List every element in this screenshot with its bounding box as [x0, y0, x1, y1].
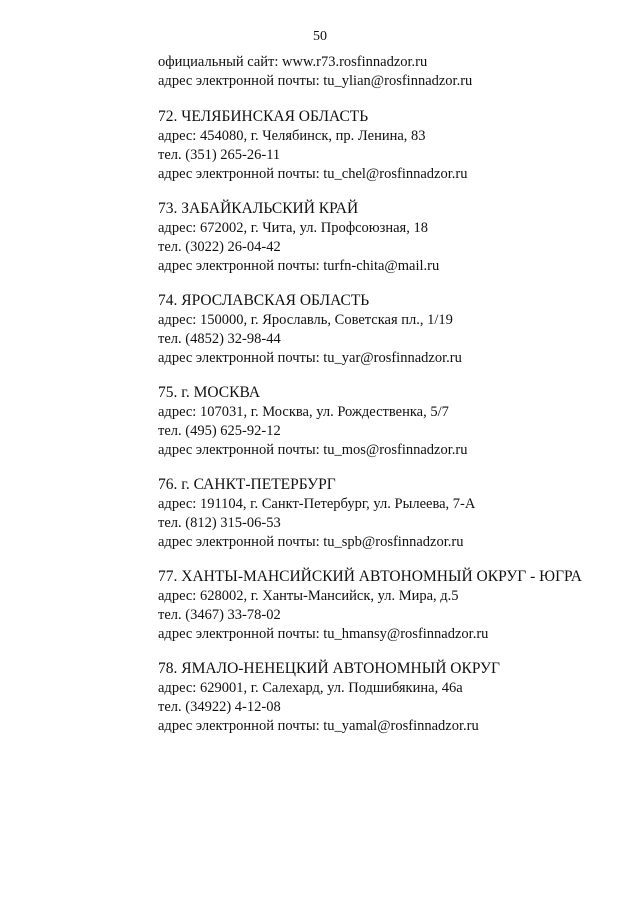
- entry-title: 78. ЯМАЛО-НЕНЕЦКИЙ АВТОНОМНЫЙ ОКРУГ: [158, 660, 500, 677]
- entry-address: адрес: 191104, г. Санкт-Петербург, ул. Рылеева, 7-А: [158, 496, 476, 512]
- website-line: официальный сайт: www.r73.rosfinnadzor.ru: [158, 54, 428, 70]
- intro-block: [158, 53, 628, 91]
- entry-address: адрес: 629001, г. Салехард, ул. Подшибякина, 46а: [158, 680, 463, 696]
- entry-77-khanty-mansiysk: [158, 567, 628, 644]
- entry-email: адрес электронной почты: tu_spb@rosfinnadzor.ru: [158, 534, 464, 550]
- entry-title: 73. ЗАБАЙКАЛЬСКИЙ КРАЙ: [158, 200, 359, 217]
- entry-78-yamalo-nenets: [158, 659, 628, 736]
- entry-title: 76. г. САНКТ-ПЕТЕРБУРГ: [158, 476, 336, 493]
- contact-list: [158, 53, 628, 751]
- entry-73-zabaikalsky: [158, 199, 628, 276]
- entry-address: адрес: 454080, г. Челябинск, пр. Ленина, 83: [158, 128, 426, 144]
- entry-75-moscow: [158, 383, 628, 460]
- entry-phone: тел. (3467) 33-78-02: [158, 607, 281, 623]
- entry-phone: тел. (3022) 26-04-42: [158, 239, 281, 255]
- entry-phone: тел. (34922) 4-12-08: [158, 699, 281, 715]
- entry-address: адрес: 628002, г. Ханты-Мансийск, ул. Мира, д.5: [158, 588, 459, 604]
- email-line: адрес электронной почты: tu_ylian@rosfinnadzor.ru: [158, 73, 473, 89]
- entry-title: 74. ЯРОСЛАВСКАЯ ОБЛАСТЬ: [158, 292, 370, 309]
- entry-title: 72. ЧЕЛЯБИНСКАЯ ОБЛАСТЬ: [158, 108, 369, 125]
- entry-72-chelyabinsk: [158, 107, 628, 184]
- entry-title: 77. ХАНТЫ-МАНСИЙСКИЙ АВТОНОМНЫЙ ОКРУГ - ЮГРА: [158, 568, 582, 585]
- entry-email: адрес электронной почты: tu_chel@rosfinnadzor.ru: [158, 166, 468, 182]
- entry-email: адрес электронной почты: tu_hmansy@rosfinnadzor.ru: [158, 626, 489, 642]
- entry-address: адрес: 672002, г. Чита, ул. Профсоюзная, 18: [158, 220, 428, 236]
- entry-address: адрес: 150000, г. Ярославль, Советская пл., 1/19: [158, 312, 453, 328]
- entry-phone: тел. (495) 625-92-12: [158, 423, 281, 439]
- entry-email: адрес электронной почты: tu_yamal@rosfinnadzor.ru: [158, 718, 479, 734]
- page-number: 50: [313, 29, 327, 44]
- entry-phone: тел. (812) 315-06-53: [158, 515, 281, 531]
- entry-76-saint-petersburg: [158, 475, 628, 552]
- entry-email: адрес электронной почты: turfn-chita@mail.ru: [158, 258, 440, 274]
- entry-address: адрес: 107031, г. Москва, ул. Рождественка, 5/7: [158, 404, 449, 420]
- entry-email: адрес электронной почты: tu_yar@rosfinnadzor.ru: [158, 350, 462, 366]
- entry-email: адрес электронной почты: tu_mos@rosfinnadzor.ru: [158, 442, 468, 458]
- entry-title: 75. г. МОСКВА: [158, 384, 261, 401]
- entry-phone: тел. (351) 265-26-11: [158, 147, 281, 163]
- entry-74-yaroslavl: [158, 291, 628, 368]
- entry-phone: тел. (4852) 32-98-44: [158, 331, 281, 347]
